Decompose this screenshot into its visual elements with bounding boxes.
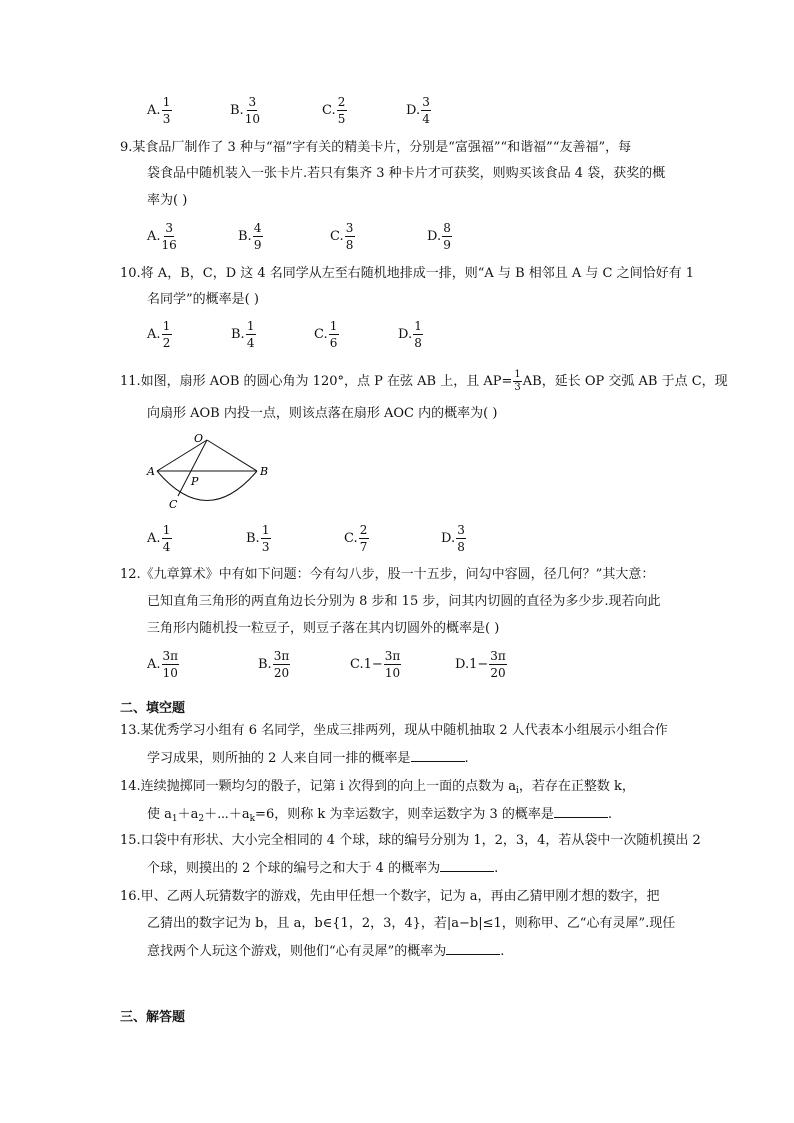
q11-line-2: 向扇形 AOB 内投一点，则该点落在扇形 AOC 内的概率为( )	[147, 406, 498, 421]
q11-option-b: B. $\frac{1}{3}$	[246, 523, 270, 554]
q15-line-2: 个球，则摸出的 2 个球的编号之和大于 4 的概率为 .	[147, 861, 499, 876]
q15-answer-blank[interactable]	[440, 859, 494, 872]
q10-line-2: 名同学”的概率是( )	[147, 292, 259, 307]
q12-option-c: C. 1− $\frac{3\pi}{10}$	[350, 649, 401, 680]
q12-option-a: A. $\frac{3\pi}{10}$	[147, 649, 179, 680]
q8-option-c: C. $\frac{2}{5}$	[322, 95, 346, 126]
figure-label-o: O	[194, 432, 204, 445]
q8-option-a: A. $\frac{1}{3}$	[147, 95, 171, 126]
q11-inline-fraction: $\frac{1}{3}$	[514, 369, 521, 393]
q8-option-b: B. $\frac{3}{10}$	[230, 95, 260, 126]
q16-answer-blank[interactable]	[446, 942, 500, 955]
figure-label-b: B	[260, 465, 269, 478]
q9-option-a: A. $\frac{3}{16}$	[147, 221, 177, 252]
q13-answer-blank[interactable]	[411, 749, 465, 762]
q9-option-d: D. $\frac{8}{9}$	[427, 221, 451, 252]
q11-option-d: D. $\frac{3}{8}$	[441, 523, 465, 554]
q16-line-1: 16.甲、乙两人玩猜数字的游戏，先由甲任想一个数字，记为 a，再由乙猜甲刚才想的数字，把	[120, 889, 660, 904]
q12-option-d: D. 1− $\frac{3\pi}{20}$	[455, 649, 506, 680]
q14-line-2: 使 $a_1+a_2+\cdots+a_k=6$，则称 k 为幸运数字，则幸运数字为 3 的概率是 .	[147, 807, 613, 824]
q9-line-2: 袋食品中随机装入一张卡片.若只有集齐 3 种卡片才可获奖，则购买该食品 4 袋，获奖的概	[147, 166, 666, 181]
q14-line-1: 14.连续抛掷同一颗均匀的骰子，记第 i 次得到的向上一面的点数为 $a_i$，若存在正整数 k，	[120, 779, 635, 796]
q11-line-1-text-a: 11.如图，扇形 AOB 的圆心角为 120°，点 P 在弦 AB 上，且 AP=	[120, 373, 513, 389]
q8-option-d: D. $\frac{3}{4}$	[406, 95, 430, 126]
q13-line-1: 13.某优秀学习小组有 6 名同学，坐成三排两列，现从中随机抽取 2 人代表本小组展示小组合作	[120, 723, 668, 738]
q14-answer-blank[interactable]	[554, 805, 608, 818]
q9-option-b: B. $\frac{4}{9}$	[238, 221, 262, 252]
q12-line-2: 已知直角三角形的两直角边长分别为 8 步和 15 步，问其内切圆的直径为多少步.现若向此	[147, 594, 661, 609]
section-answer-heading: 三、解答题	[120, 1010, 186, 1025]
q12-option-b: B. $\frac{3\pi}{20}$	[258, 649, 290, 680]
q11-sector-figure	[145, 430, 275, 510]
q10-option-d: D. $\frac{1}{8}$	[398, 319, 422, 350]
figure-label-a: A	[147, 465, 155, 478]
q9-option-c: C. $\frac{3}{8}$	[330, 221, 354, 252]
q16-line-3: 意找两个人玩这个游戏，则他们“心有灵犀”的概率为 .	[147, 944, 505, 959]
q11-option-a: A. $\frac{1}{4}$	[147, 523, 171, 554]
section-fill-in-heading: 二、填空题	[120, 701, 186, 716]
q10-option-c: C. $\frac{1}{6}$	[314, 319, 338, 350]
figure-label-p: P	[191, 475, 199, 488]
q11-line-1	[120, 370, 728, 393]
q12-line-3: 三角形内随机投一粒豆子，则豆子落在其内切圆外的概率是( )	[147, 621, 500, 636]
q10-option-b: B. $\frac{1}{4}$	[231, 319, 255, 350]
q15-line-1: 15.口袋中有形状、大小完全相同的 4 个球，球的编号分别为 1，2，3，4，若从袋中一次随机摸出 2	[120, 833, 701, 848]
q11-line-1-text-b: AB，延长 OP 交弧 AB 于点 C，现	[522, 373, 728, 389]
q10-line-1: 10.将 A，B，C，D 这 4 名同学从左至右随机地排成一排，则“A 与 B 相邻且 A 与 C 之间恰好有 1	[120, 266, 695, 281]
q9-line-1: 9.某食品厂制作了 3 种与“福”字有关的精美卡片，分别是“富强福”“和谐福”“友善福”，每	[120, 140, 632, 155]
q11-option-c: C. $\frac{2}{7}$	[344, 523, 368, 554]
q16-line-2: 乙猜出的数字记为 b，且 a，b∈{1，2，3，4}，若|a−b|≤1，则称甲、乙“心有灵犀”.现任	[147, 916, 676, 931]
figure-label-c: C	[169, 498, 178, 510]
q9-line-3: 率为( )	[147, 193, 188, 208]
q13-line-2: 学习成果，则所抽的 2 人来自同一排的概率是 .	[147, 751, 469, 766]
q10-option-a: A. $\frac{1}{2}$	[147, 319, 171, 350]
q12-line-1: 12.《九章算术》中有如下问题：今有勾八步，股一十五步，问勾中容圆，径几何？”其大意：	[120, 567, 655, 582]
